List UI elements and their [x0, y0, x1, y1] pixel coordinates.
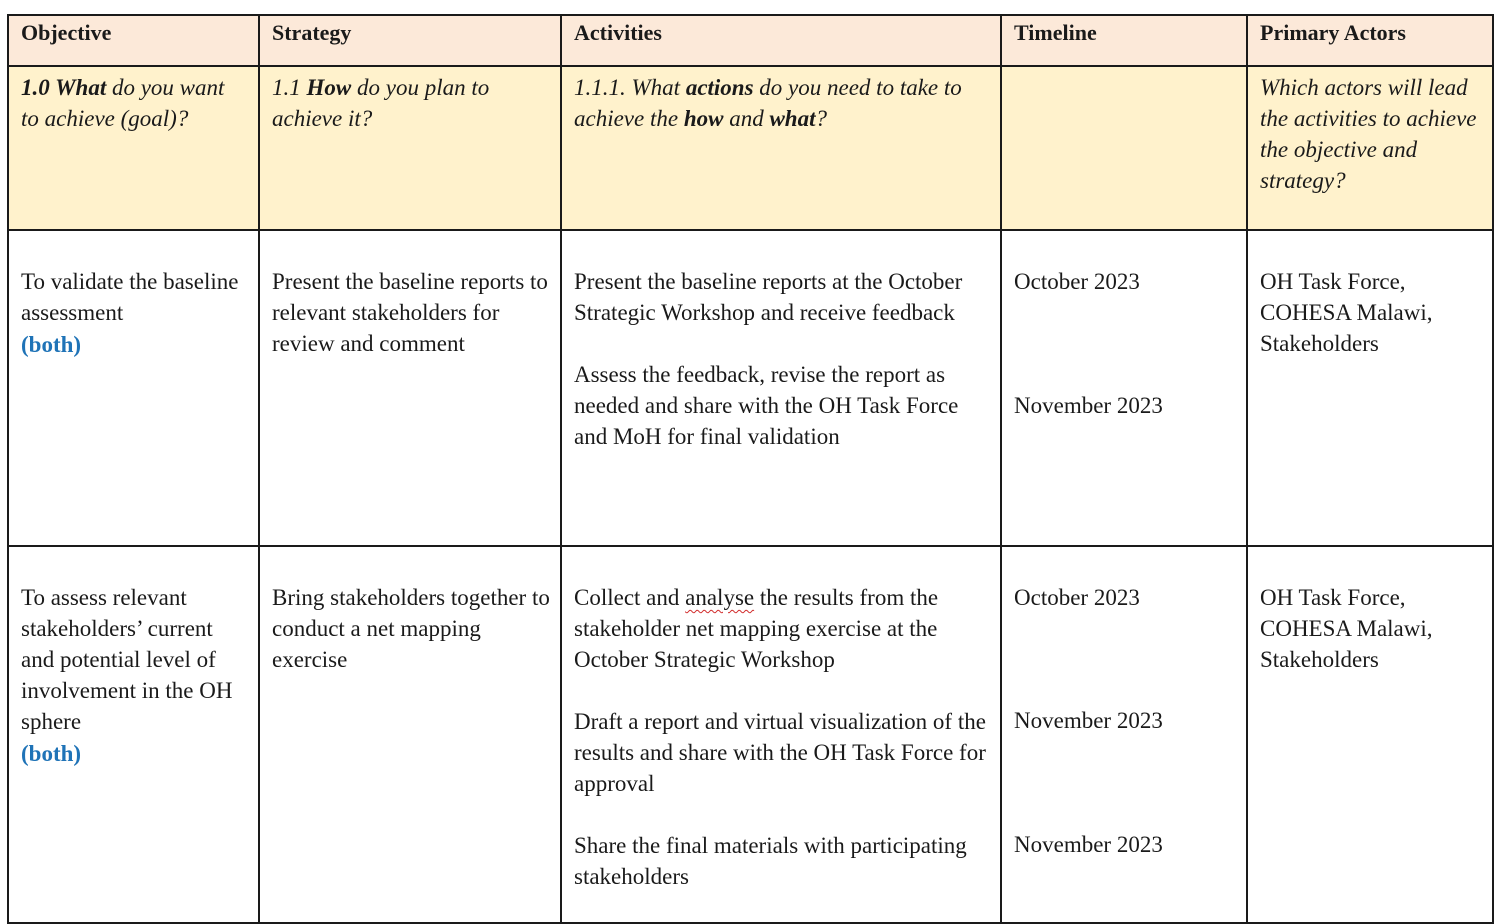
- activities-question: [561, 66, 1001, 230]
- actors-question: Which actors will lead the activities to achieve the objective and strategy?: [1247, 66, 1493, 230]
- activities-cell: [561, 230, 1001, 546]
- activities-question-bold-how: how: [683, 106, 724, 131]
- timeline-cell: [1001, 230, 1247, 546]
- objective-question: [8, 66, 259, 230]
- header-objective: Objective: [8, 15, 259, 66]
- timeline-item: November 2023: [1014, 708, 1163, 733]
- actors-cell: OH Task Force, COHESA Malawi, Stakeholders: [1247, 546, 1493, 923]
- header-primary-actors: Primary Actors: [1247, 15, 1493, 66]
- both-tag: (both): [21, 741, 82, 766]
- timeline-cell: [1001, 546, 1247, 923]
- table-row: [8, 230, 1493, 546]
- activities-question-and: and: [723, 106, 770, 131]
- activity-item: Share the final materials with participating stakeholders: [574, 833, 967, 889]
- activities-question-end: ?: [815, 106, 827, 131]
- timeline-item: November 2023: [1014, 832, 1163, 857]
- strategy-cell: Present the baseline reports to relevant stakeholders for review and comment: [259, 230, 561, 546]
- timeline-item: November 2023: [1014, 393, 1163, 418]
- activity-item: [574, 582, 990, 675]
- header-activities: Activities: [561, 15, 1001, 66]
- activity-item: Draft a report and virtual visualization of the results and share with the OH Task Force for approval: [574, 709, 986, 796]
- timeline-item: October 2023: [1014, 585, 1140, 610]
- table-row: [8, 546, 1493, 923]
- activity-text: Collect and: [574, 585, 686, 610]
- guiding-questions-row: [8, 66, 1493, 230]
- strategy-cell: Bring stakeholders together to conduct a net mapping exercise: [259, 546, 561, 923]
- header-row: [8, 15, 1493, 66]
- strategy-question-number: 1.1: [272, 75, 307, 100]
- objective-text: To validate the baseline assessment: [21, 269, 239, 325]
- timeline-item: October 2023: [1014, 269, 1140, 294]
- objective-question-bold: 1.0 What: [21, 75, 107, 100]
- header-timeline: Timeline: [1001, 15, 1247, 66]
- objective-text: To assess relevant stakeholders’ current and potential level of involvement in the OH sphere: [21, 585, 233, 734]
- strategy-question-text: do you plan to achieve it?: [272, 75, 490, 131]
- activities-question-text: do you need to take to achieve the: [574, 75, 962, 131]
- objective-question-text: do you want to achieve (goal)?: [21, 75, 225, 131]
- both-tag: (both): [21, 332, 82, 357]
- activity-item: Assess the feedback, revise the report as needed and share with the OH Task Force and MoH for final validation: [574, 362, 959, 449]
- objective-cell: [8, 546, 259, 923]
- activities-question-number: 1.1.1. What: [574, 75, 686, 100]
- header-strategy: Strategy: [259, 15, 561, 66]
- spellcheck-word: analyse: [685, 585, 755, 610]
- strategy-question: [259, 66, 561, 230]
- activities-question-bold-actions: actions: [685, 75, 754, 100]
- objective-cell: [8, 230, 259, 546]
- strategy-table: [7, 14, 1494, 924]
- activity-text: the results from the stakeholder net mapping exercise at the October Strategic Workshop: [574, 585, 939, 672]
- actors-cell: OH Task Force, COHESA Malawi, Stakeholders: [1247, 230, 1493, 546]
- activity-item: Present the baseline reports at the October Strategic Workshop and receive feedback: [574, 269, 963, 325]
- timeline-question: [1001, 66, 1247, 230]
- strategy-question-bold: How: [306, 75, 352, 100]
- activities-question-bold-what: what: [769, 106, 816, 131]
- activities-cell: [561, 546, 1001, 923]
